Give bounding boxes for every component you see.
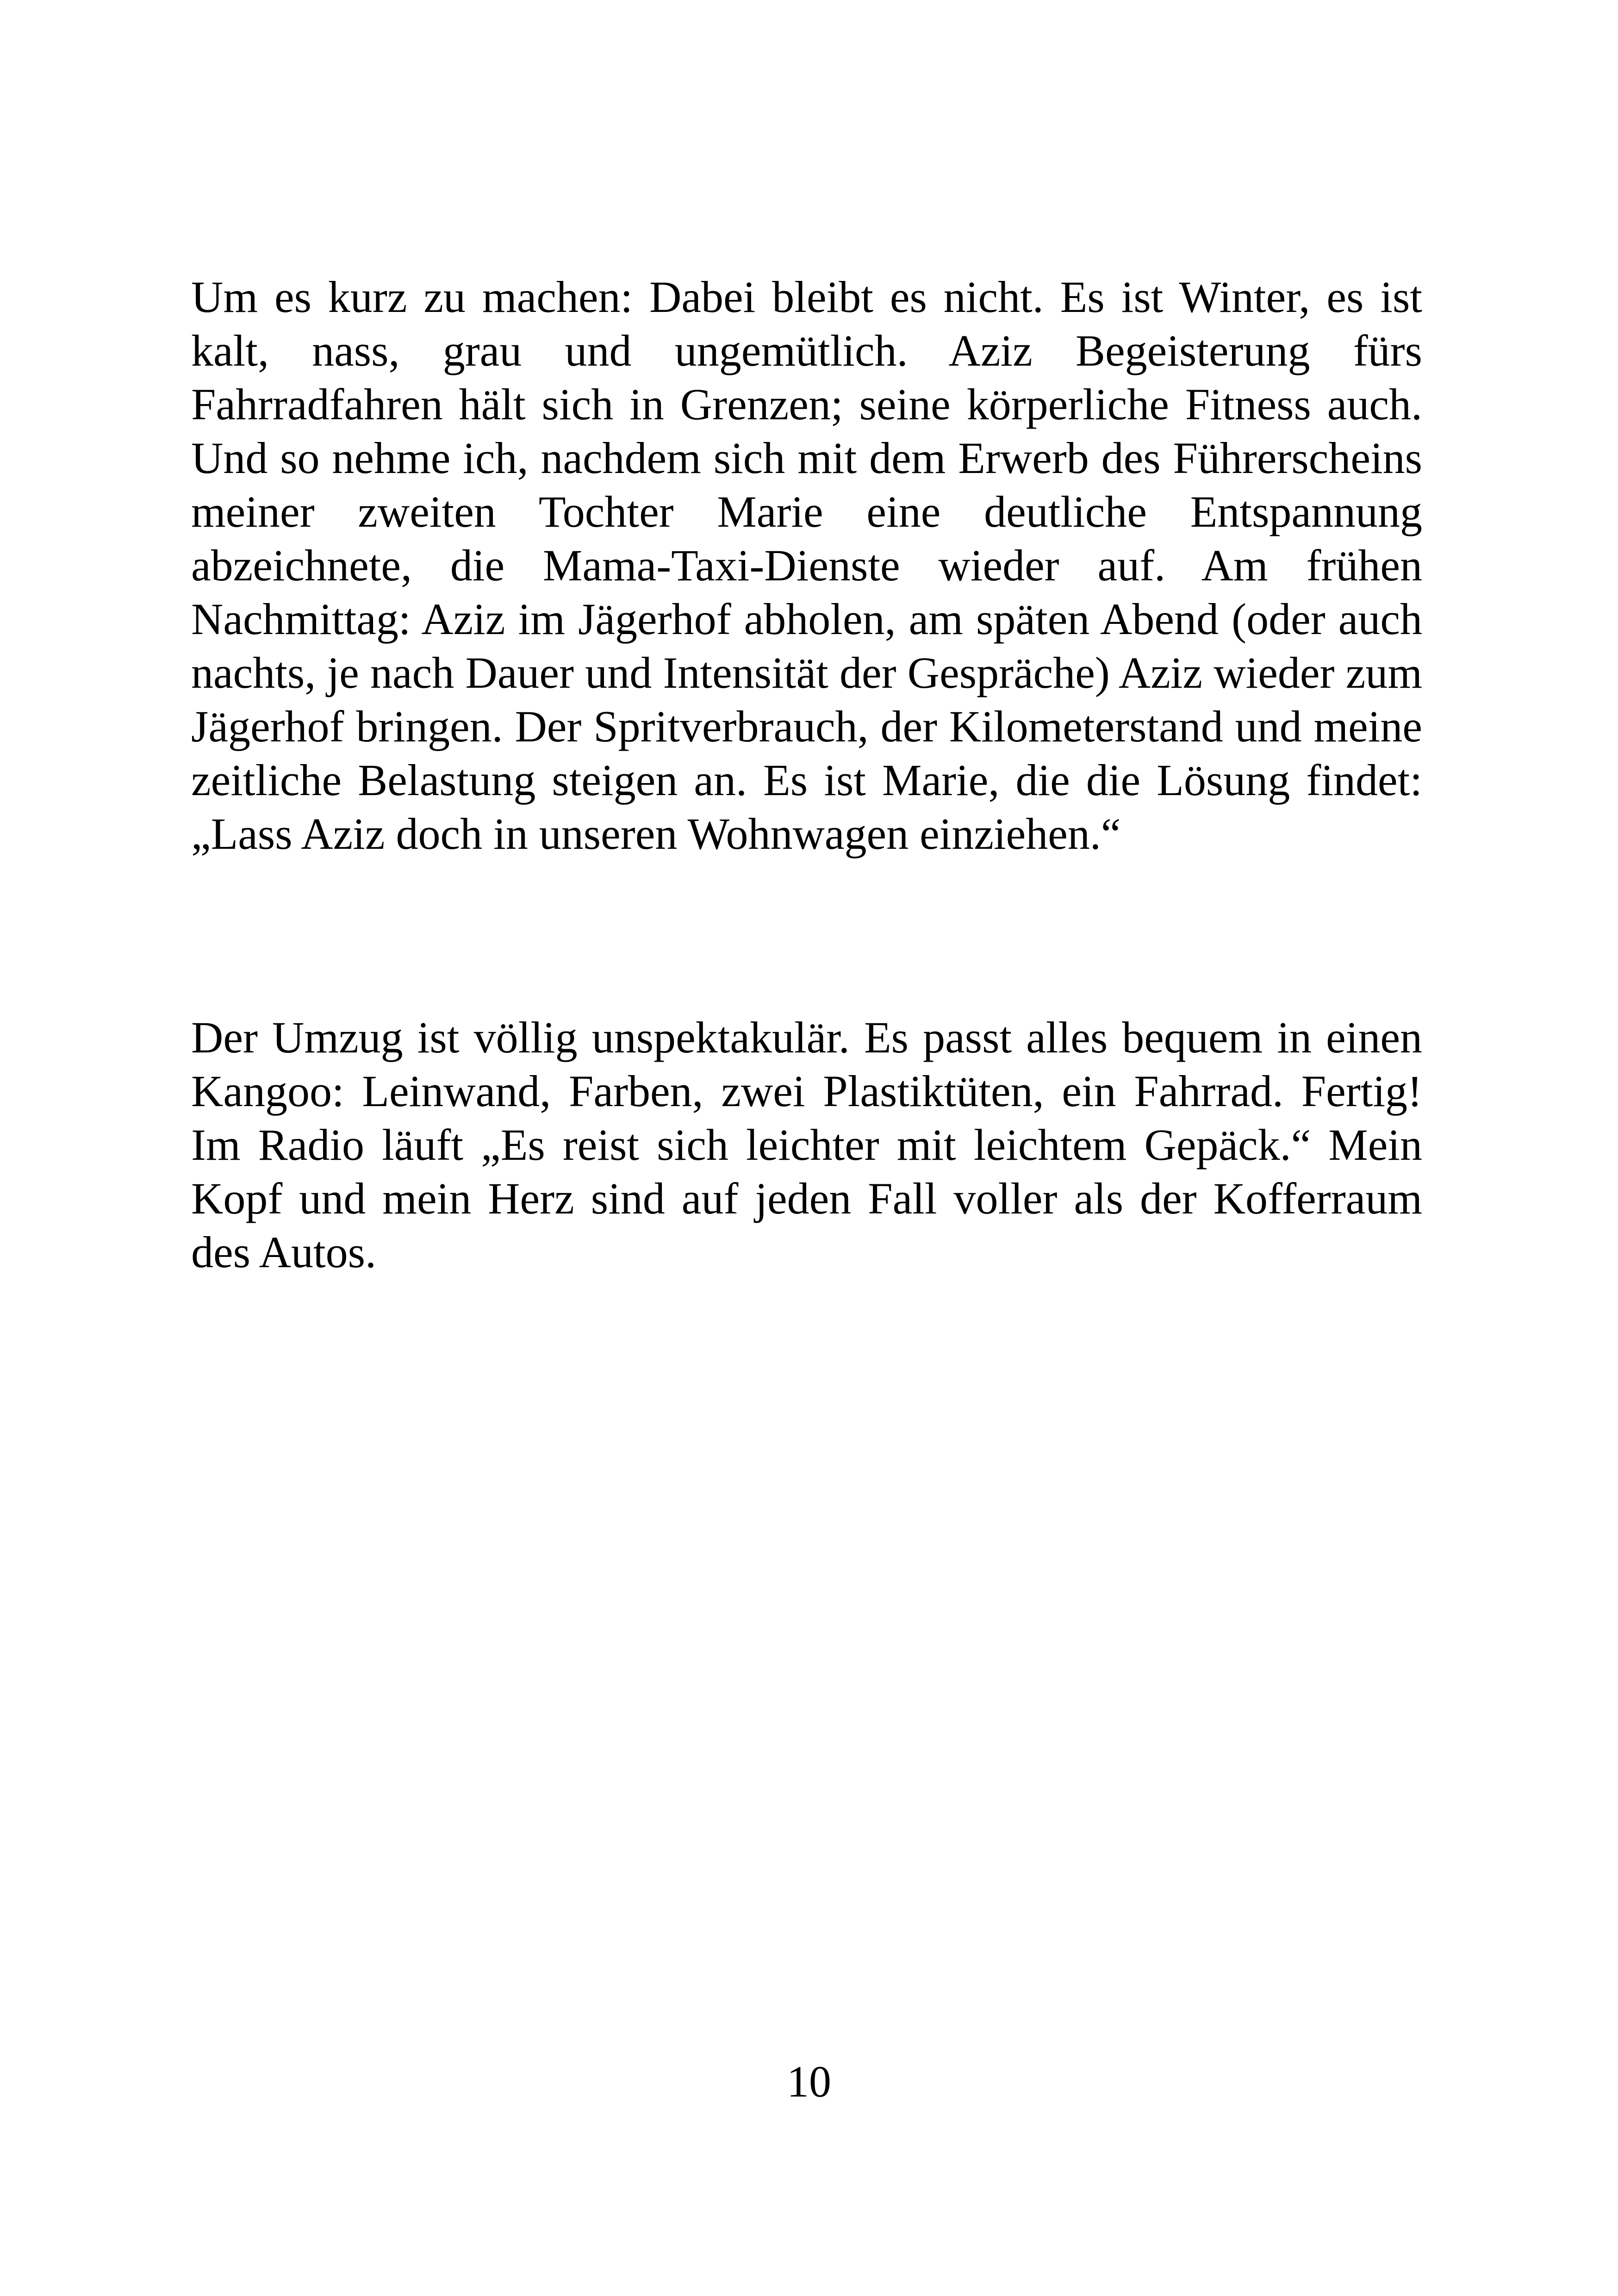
- body-paragraph: Um es kurz zu machen: Dabei bleibt es nicht. Es ist Winter, es ist kalt, nass, grau und ungemütlich. Aziz Begeisterung fürs Fahrradfahren hält sich in Grenzen; seine körperliche Fitness auch. Und so nehme ich, nachdem sich mit dem Erwerb des Führerscheins meiner zweiten Tochter Marie eine deutliche Entspannung abzeichnete, die Mama-Taxi-Dienste wieder auf. Am frühen Nachmittag: Aziz im Jägerhof abholen, am späten Abend (oder auch nachts, je nach Dauer und Intensität der Gespräche) Aziz wieder zum Jägerhof bringen. Der Spritverbrauch, der Kilometerstand und meine zeitliche Belastung steigen an. Es ist Marie, die die Lösung findet: „Lass Aziz doch in unseren Wohnwagen einziehen.“: [191, 272, 1422, 859]
- page-number: 10: [787, 2057, 831, 2106]
- body-paragraph: Der Umzug ist völlig unspektakulär. Es passt alles bequem in einen Kangoo: Leinwand, Farben, zwei Plastiktüten, ein Fahrrad. Fertig! Im Radio läuft „Es reist sich leichter mit leichtem Gepäck.“ Mein Kopf und mein Herz sind auf jeden Fall voller als der Kofferraum des Autos.: [191, 1013, 1422, 1277]
